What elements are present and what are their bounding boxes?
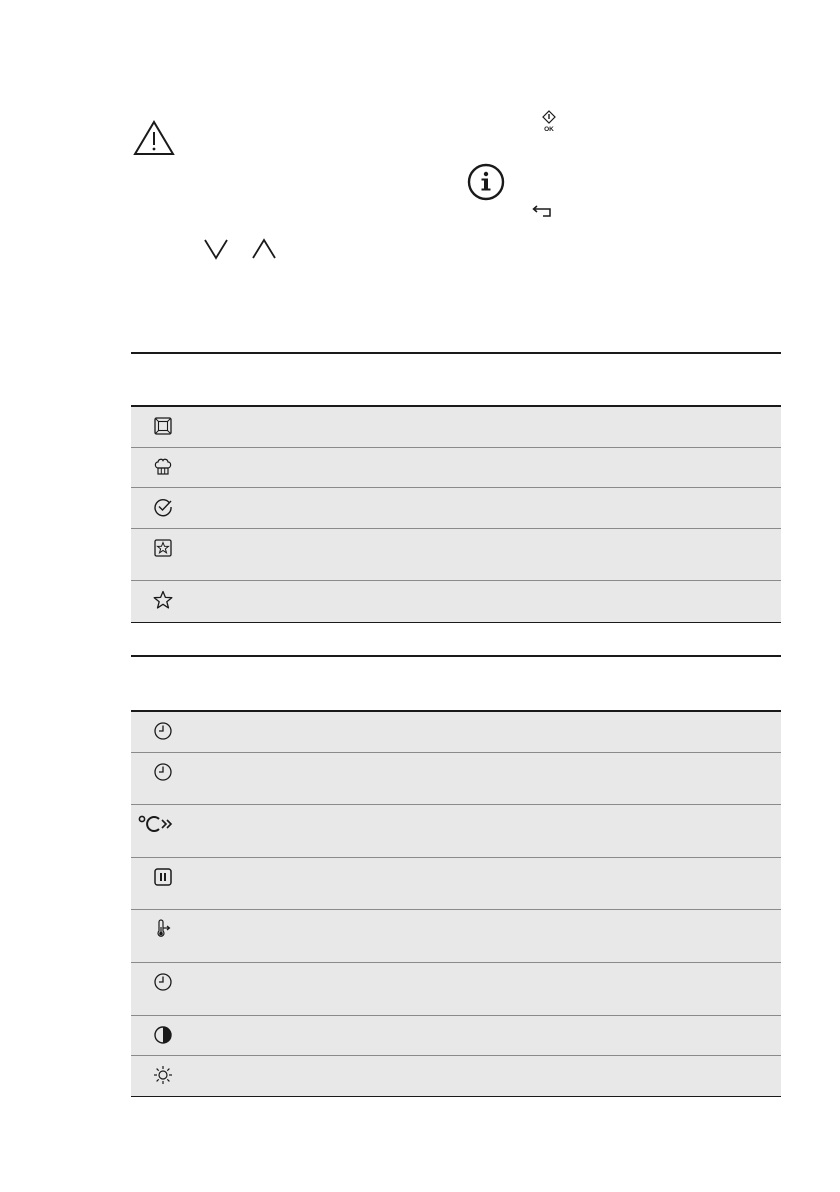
warning-triangle-icon xyxy=(133,120,175,156)
star-square-icon xyxy=(153,538,173,558)
ok-button-icon xyxy=(541,110,557,132)
chevron-down-icon xyxy=(203,238,229,260)
clock-icon xyxy=(153,762,173,782)
table-row xyxy=(131,529,781,581)
display-table xyxy=(131,655,781,1097)
table-row xyxy=(131,488,781,529)
menu-table xyxy=(131,352,781,623)
table-row xyxy=(131,407,781,448)
table-row xyxy=(131,963,781,1016)
table-row xyxy=(131,448,781,488)
table-row xyxy=(131,712,781,753)
table-row xyxy=(131,805,781,858)
chef-hat-icon xyxy=(153,457,173,477)
svg-text:OK: OK xyxy=(544,126,554,132)
pause-icon xyxy=(153,867,173,887)
clock-icon xyxy=(153,721,173,741)
table-header xyxy=(131,655,781,712)
table-row xyxy=(131,858,781,910)
table-header xyxy=(131,352,781,407)
table-row xyxy=(131,1016,781,1056)
chevron-up-icon xyxy=(251,238,277,260)
star-icon xyxy=(153,590,173,610)
table-row xyxy=(131,753,781,805)
back-arrow-icon xyxy=(530,204,554,220)
info-icon xyxy=(467,163,505,201)
contrast-icon xyxy=(153,1025,173,1045)
table-row xyxy=(131,581,781,623)
oven-icon xyxy=(153,416,173,436)
clock-icon xyxy=(153,972,173,992)
brightness-icon xyxy=(153,1065,173,1085)
heat-up-icon xyxy=(137,814,181,834)
checkmark-circle-icon xyxy=(153,497,173,517)
table-row xyxy=(131,1056,781,1097)
table-row xyxy=(131,910,781,963)
core-temperature-sensor-icon xyxy=(153,919,173,939)
